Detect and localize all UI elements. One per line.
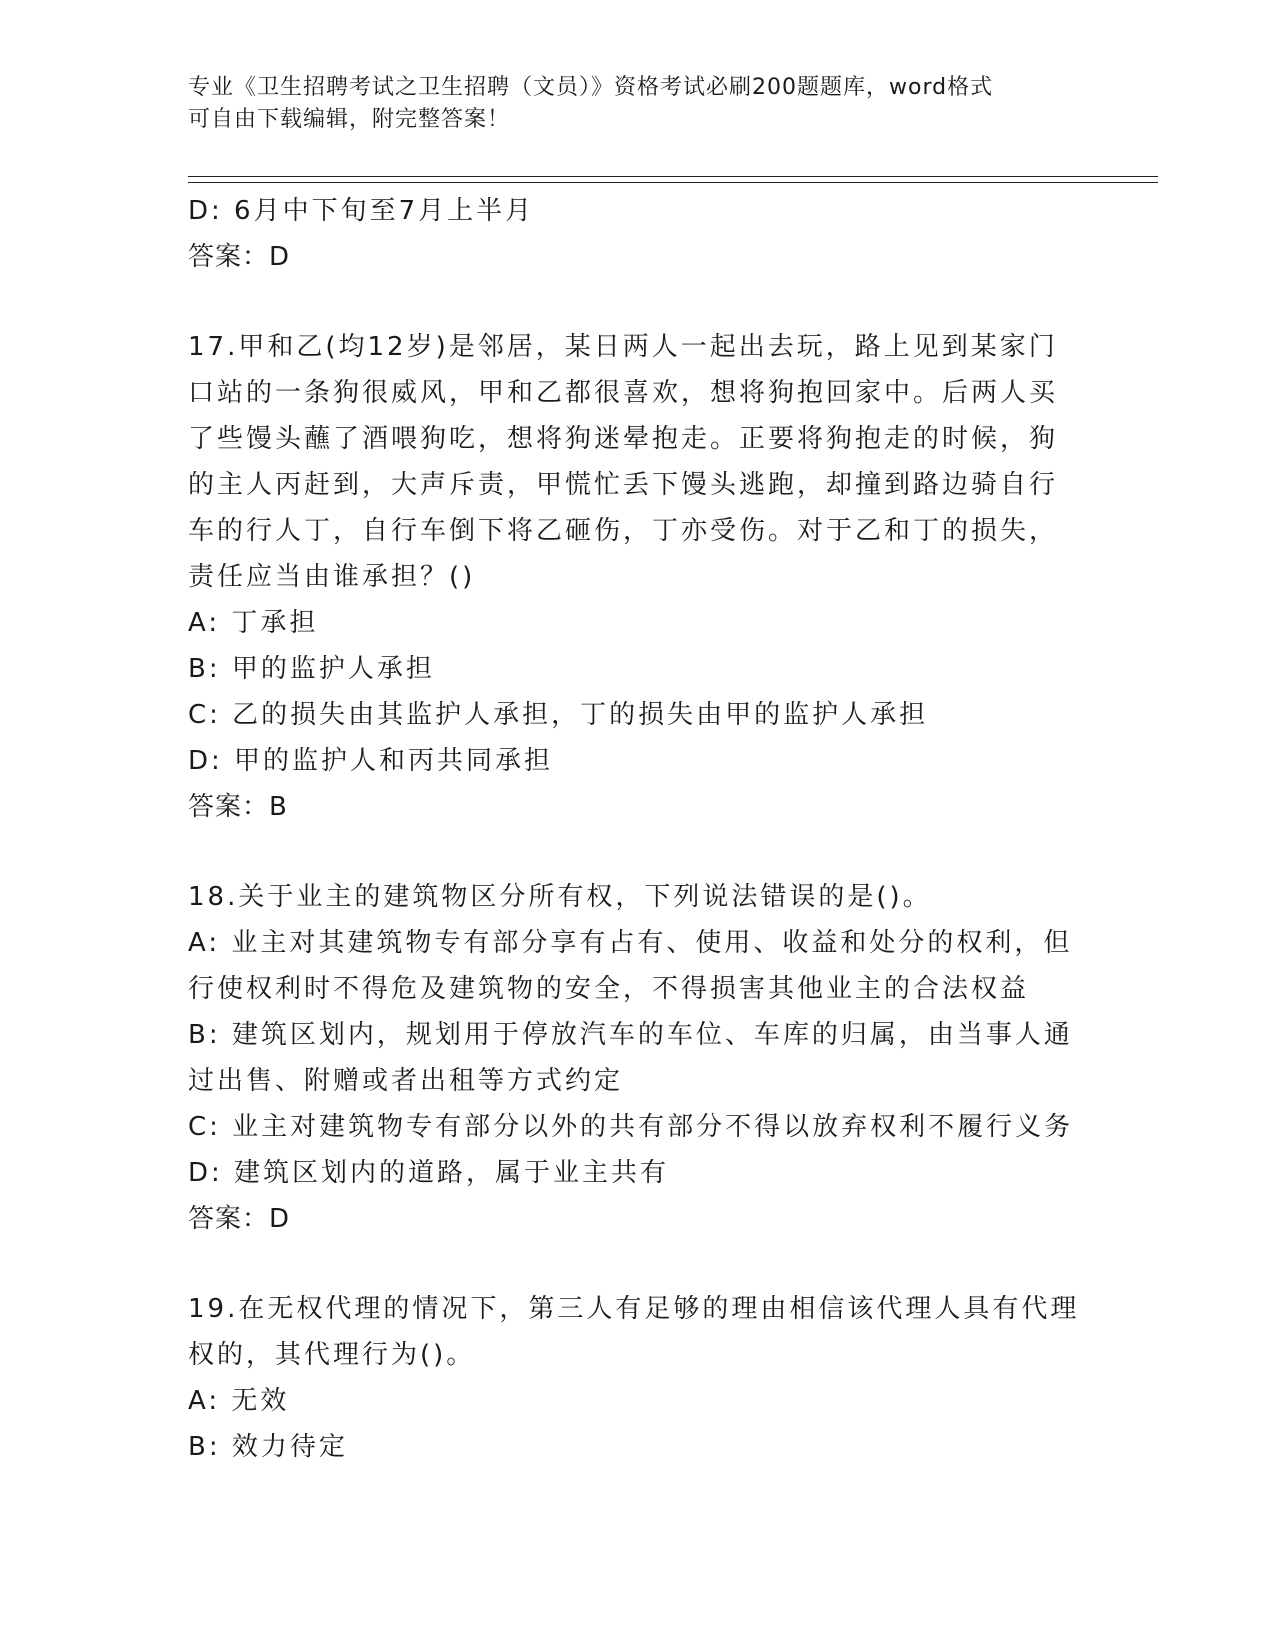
- question-17: [188, 324, 1088, 830]
- question-stem-line: 车的行人丁，自行车倒下将乙砸伤，丁亦受伤。对于乙和丁的损失，: [188, 516, 1059, 546]
- question-stem-line: 的主人丙赶到，大声斥责，甲慌忙丢下馒头逃跑，却撞到路边骑自行: [188, 470, 1059, 500]
- option-c: C: 业主对建筑物专有部分以外的共有部分不得以放弃权利不履行义务: [188, 1112, 1074, 1142]
- question-stem-line: 18.关于业主的建筑物区分所有权，下列说法错误的是()。: [188, 882, 932, 912]
- option-b-continued: 过出售、附赠或者出租等方式约定: [188, 1066, 624, 1096]
- question-stem-line: 17.甲和乙(均12岁)是邻居，某日两人一起出去玩，路上见到某家门: [188, 332, 1058, 362]
- document-header: [188, 72, 1088, 136]
- option-a-continued: 行使权利时不得危及建筑物的安全，不得损害其他业主的合法权益: [188, 974, 1030, 1004]
- answer-line: 答案：D: [188, 1204, 291, 1234]
- option-d: D: 建筑区划内的道路，属于业主共有: [188, 1158, 670, 1188]
- option-d: D: 6月中下旬至7月上半月: [188, 196, 535, 226]
- header-divider-top: [188, 176, 1158, 177]
- answer-line: 答案：B: [188, 792, 288, 822]
- header-line-2: 可自由下载编辑，附完整答案！: [188, 107, 511, 132]
- option-d: D: 甲的监护人和丙共同承担: [188, 746, 554, 776]
- header-line-1: 专业《卫生招聘考试之卫生招聘（文员）》资格考试必刷200题题库，word格式: [188, 75, 994, 100]
- option-c: C: 乙的损失由其监护人承担，丁的损失由甲的监护人承担: [188, 700, 929, 730]
- question-19: [188, 1286, 1088, 1470]
- question-stem-line: 权的，其代理行为()。: [188, 1340, 476, 1370]
- option-a: A: 丁承担: [188, 608, 319, 638]
- question-stem-line: 了些馒头蘸了酒喂狗吃，想将狗迷晕抱走。正要将狗抱走的时候，狗: [188, 424, 1059, 454]
- answer-line: 答案：D: [188, 242, 291, 272]
- question-stem-line: 口站的一条狗很威风，甲和乙都很喜欢，想将狗抱回家中。后两人买: [188, 378, 1059, 408]
- option-b: B: 效力待定: [188, 1432, 348, 1462]
- option-b: B: 甲的监护人承担: [188, 654, 435, 684]
- question-18: [188, 874, 1088, 1242]
- question-stem-line: 责任应当由谁承担？(): [188, 562, 476, 592]
- header-divider-bottom: [188, 182, 1158, 183]
- question-stem-line: 19.在无权代理的情况下，第三人有足够的理由相信该代理人具有代理: [188, 1294, 1080, 1324]
- question-content: [188, 188, 1088, 1470]
- option-a: A: 无效: [188, 1386, 290, 1416]
- option-b: B: 建筑区划内，规划用于停放汽车的车位、车库的归属，由当事人通: [188, 1020, 1073, 1050]
- option-a: A: 业主对其建筑物专有部分享有占有、使用、收益和处分的权利，但: [188, 928, 1073, 958]
- question-16-tail: [188, 188, 1088, 280]
